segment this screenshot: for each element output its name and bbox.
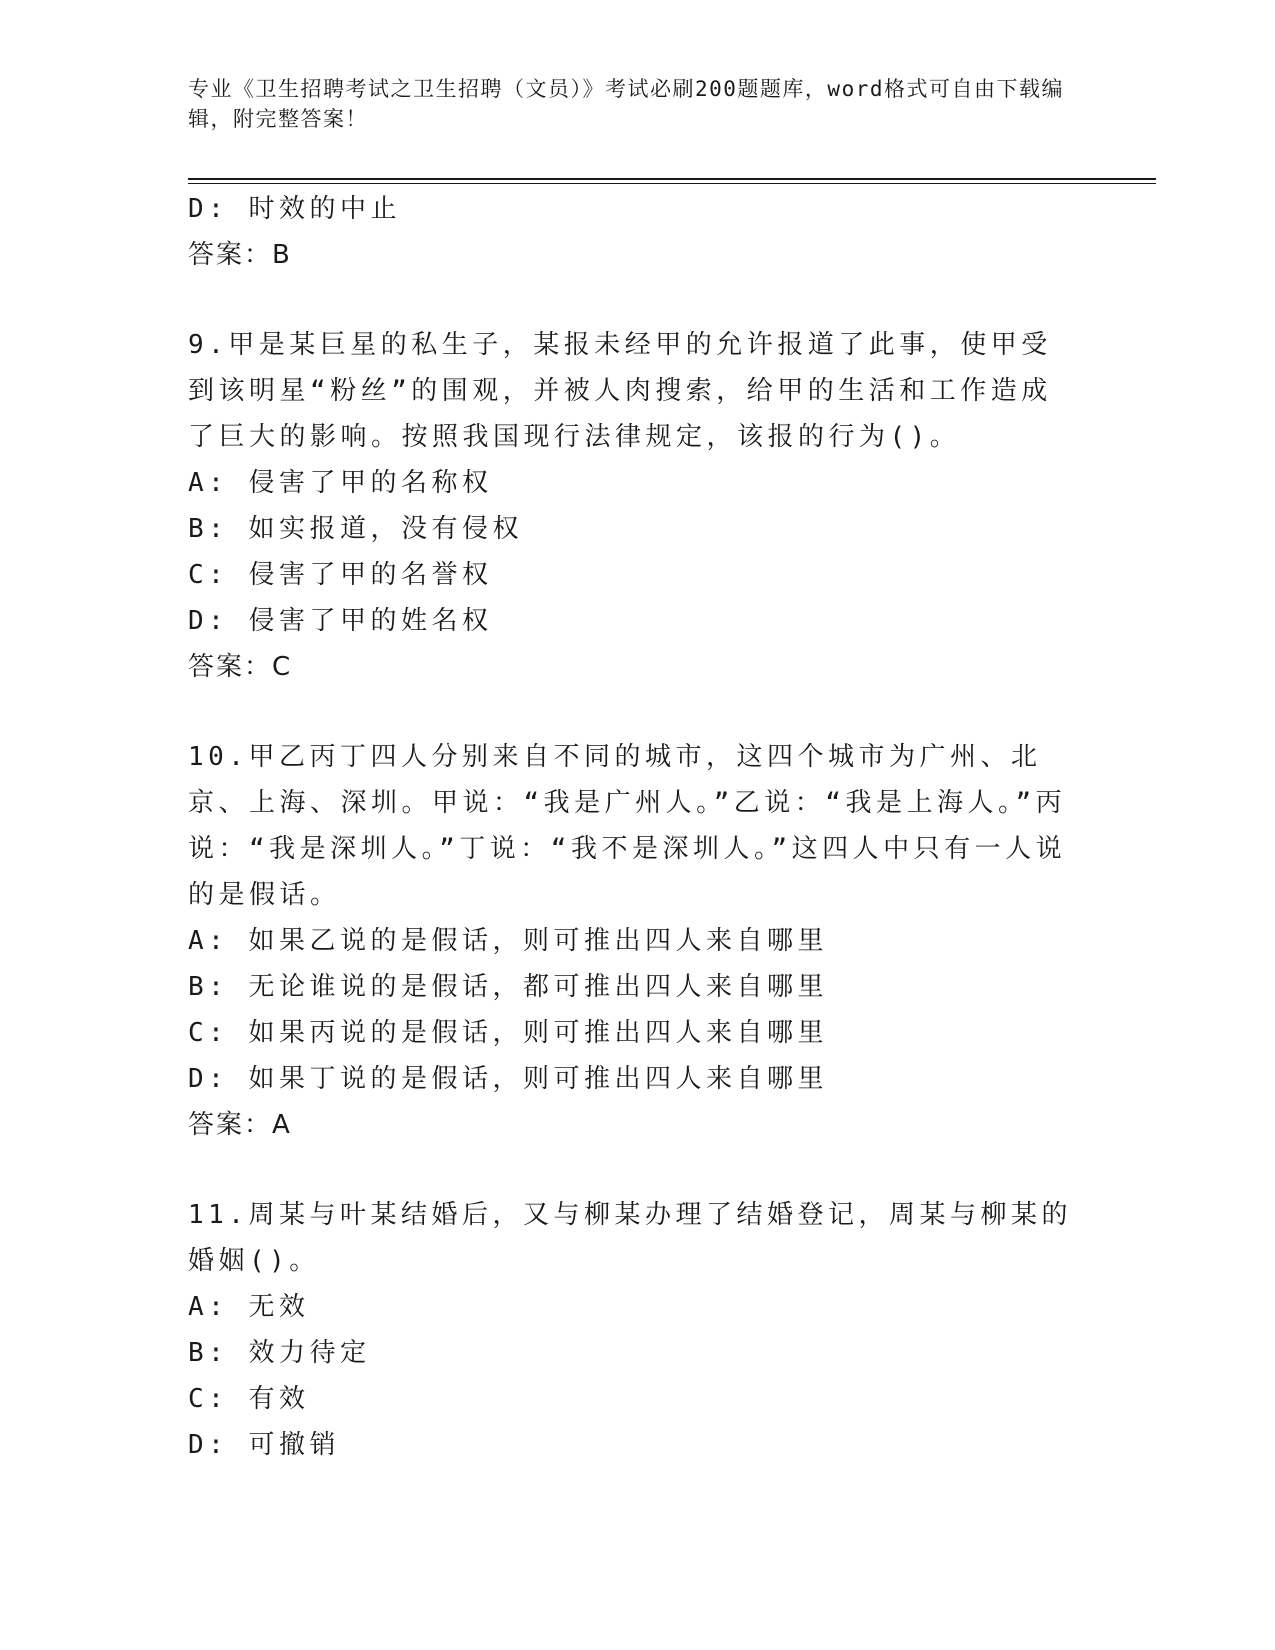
header-divider-thick	[188, 178, 1156, 180]
option-c: C: 如果丙说的是假话，则可推出四人来自哪里	[188, 1018, 828, 1048]
option-a: A: 侵害了甲的名称权	[188, 468, 493, 498]
option-d: D: 时效的中止	[188, 194, 401, 224]
option-d: D: 可撤销	[188, 1430, 340, 1460]
question-9	[188, 322, 1078, 690]
spacer	[188, 278, 1078, 322]
option-d: D: 如果丁说的是假话，则可推出四人来自哪里	[188, 1064, 828, 1094]
answer-line: 答案：B	[188, 240, 292, 270]
option-b: B: 如实报道，没有侵权	[188, 514, 523, 544]
previous-question-tail	[188, 186, 1078, 278]
option-a: A: 无效	[188, 1292, 310, 1322]
question-stem: 11.周某与叶某结婚后，又与柳某办理了结婚登记，周某与柳某的婚姻()。	[188, 1200, 1072, 1276]
option-c: C: 有效	[188, 1384, 310, 1414]
spacer	[188, 690, 1078, 734]
option-c: C: 侵害了甲的名誉权	[188, 560, 493, 590]
answer-line: 答案：C	[188, 652, 293, 682]
question-stem: 10.甲乙丙丁四人分别来自不同的城市，这四个城市为广州、北京、上海、深圳。甲说：“我是广州人。”乙说：“我是上海人。”丙说：“我是深圳人。”丁说：“我不是深圳人。”这四人中只有一人说的是假话。	[188, 742, 1067, 910]
answer-line: 答案：A	[188, 1110, 292, 1140]
question-10	[188, 734, 1078, 1148]
question-11	[188, 1192, 1078, 1468]
option-b: B: 无论谁说的是假话，都可推出四人来自哪里	[188, 972, 828, 1002]
option-a: A: 如果乙说的是假话，则可推出四人来自哪里	[188, 926, 828, 956]
header-divider-thin	[188, 183, 1156, 184]
question-list	[188, 186, 1078, 1468]
option-d: D: 侵害了甲的姓名权	[188, 606, 493, 636]
option-b: B: 效力待定	[188, 1338, 371, 1368]
spacer	[188, 1148, 1078, 1192]
page-header: 专业《卫生招聘考试之卫生招聘（文员）》考试必刷200题题库，word格式可自由下载编辑，附完整答案！	[188, 77, 1064, 131]
question-stem: 9.甲是某巨星的私生子，某报未经甲的允许报道了此事，使甲受到该明星“粉丝”的围观，并被人肉搜索，给甲的生活和工作造成了巨大的影响。按照我国现行法律规定，该报的行为()。	[188, 330, 1052, 452]
